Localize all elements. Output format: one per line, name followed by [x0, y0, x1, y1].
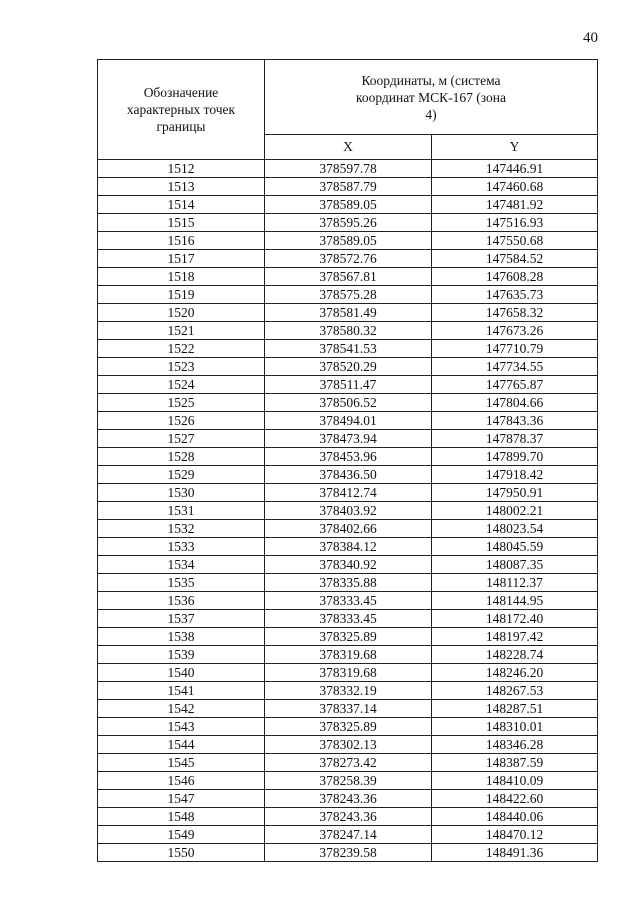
table-row [98, 646, 598, 664]
y-coordinate-cell: 147878.37 [432, 430, 598, 448]
x-coordinate-cell: 378575.28 [265, 286, 432, 304]
point-id-cell: 1545 [98, 754, 265, 772]
x-coordinate-cell: 378258.39 [265, 772, 432, 790]
table-row [98, 700, 598, 718]
x-coordinate-cell: 378587.79 [265, 178, 432, 196]
x-coordinate-cell: 378333.45 [265, 592, 432, 610]
point-id-cell: 1533 [98, 538, 265, 556]
table-row [98, 340, 598, 358]
point-id-cell: 1536 [98, 592, 265, 610]
x-coordinate-cell: 378589.05 [265, 232, 432, 250]
table-row [98, 322, 598, 340]
x-coordinate-cell: 378453.96 [265, 448, 432, 466]
y-coordinate-cell: 147673.26 [432, 322, 598, 340]
point-id-cell: 1525 [98, 394, 265, 412]
y-coordinate-cell: 148197.42 [432, 628, 598, 646]
y-coordinate-cell: 148422.60 [432, 790, 598, 808]
table-row [98, 214, 598, 232]
table-row [98, 790, 598, 808]
table-row [98, 772, 598, 790]
table-body [98, 160, 598, 862]
y-coordinate-cell: 148023.54 [432, 520, 598, 538]
x-coordinate-cell: 378333.45 [265, 610, 432, 628]
y-coordinate-cell: 147918.42 [432, 466, 598, 484]
x-coordinate-cell: 378506.52 [265, 394, 432, 412]
x-coordinate-cell: 378273.42 [265, 754, 432, 772]
y-coordinate-cell: 147635.73 [432, 286, 598, 304]
point-id-cell: 1529 [98, 466, 265, 484]
table-row [98, 178, 598, 196]
point-id-cell: 1514 [98, 196, 265, 214]
table-row [98, 556, 598, 574]
y-coordinate-cell: 147710.79 [432, 340, 598, 358]
y-coordinate-cell: 147460.68 [432, 178, 598, 196]
table-row [98, 610, 598, 628]
y-coordinate-cell: 148491.36 [432, 844, 598, 862]
table-row [98, 394, 598, 412]
table-row [98, 826, 598, 844]
point-id-cell: 1527 [98, 430, 265, 448]
x-coordinate-cell: 378332.19 [265, 682, 432, 700]
x-coordinate-cell: 378572.76 [265, 250, 432, 268]
y-coordinate-cell: 147804.66 [432, 394, 598, 412]
y-coordinate-cell: 147550.68 [432, 232, 598, 250]
point-id-cell: 1538 [98, 628, 265, 646]
y-coordinate-cell: 147765.87 [432, 376, 598, 394]
point-id-cell: 1522 [98, 340, 265, 358]
y-coordinate-cell: 147734.55 [432, 358, 598, 376]
x-coordinate-cell: 378436.50 [265, 466, 432, 484]
table-row [98, 358, 598, 376]
x-coordinate-cell: 378567.81 [265, 268, 432, 286]
y-coordinate-cell: 148346.28 [432, 736, 598, 754]
x-coordinate-cell: 378589.05 [265, 196, 432, 214]
table-row [98, 808, 598, 826]
table-row [98, 160, 598, 178]
point-id-cell: 1550 [98, 844, 265, 862]
y-coordinate-cell: 147658.32 [432, 304, 598, 322]
table-row [98, 574, 598, 592]
x-coordinate-cell: 378325.89 [265, 718, 432, 736]
y-coordinate-cell: 147584.52 [432, 250, 598, 268]
x-coordinate-cell: 378597.78 [265, 160, 432, 178]
point-id-cell: 1540 [98, 664, 265, 682]
point-id-cell: 1549 [98, 826, 265, 844]
point-id-cell: 1543 [98, 718, 265, 736]
y-coordinate-cell: 148310.01 [432, 718, 598, 736]
x-coordinate-cell: 378340.92 [265, 556, 432, 574]
table-row [98, 844, 598, 862]
table-row [98, 754, 598, 772]
x-coordinate-cell: 378403.92 [265, 502, 432, 520]
y-coordinate-cell: 148087.35 [432, 556, 598, 574]
point-label-text: Обозначение характерных точек границы [126, 85, 236, 134]
x-coordinate-cell: 378319.68 [265, 646, 432, 664]
y-coordinate-cell: 148228.74 [432, 646, 598, 664]
table-row [98, 448, 598, 466]
point-id-cell: 1547 [98, 790, 265, 808]
y-coordinate-cell: 148172.40 [432, 610, 598, 628]
y-coordinate-cell: 148144.95 [432, 592, 598, 610]
y-coordinate-cell: 148287.51 [432, 700, 598, 718]
y-coordinate-cell: 147608.28 [432, 268, 598, 286]
point-id-cell: 1537 [98, 610, 265, 628]
point-id-cell: 1546 [98, 772, 265, 790]
point-id-cell: 1521 [98, 322, 265, 340]
y-coordinate-cell: 148045.59 [432, 538, 598, 556]
y-coordinate-cell: 147843.36 [432, 412, 598, 430]
x-coordinate-cell: 378473.94 [265, 430, 432, 448]
table-row [98, 538, 598, 556]
x-coordinate-cell: 378511.47 [265, 376, 432, 394]
x-coordinate-cell: 378402.66 [265, 520, 432, 538]
point-label-header [98, 60, 265, 160]
table-row [98, 484, 598, 502]
point-id-cell: 1517 [98, 250, 265, 268]
point-id-cell: 1539 [98, 646, 265, 664]
point-id-cell: 1530 [98, 484, 265, 502]
point-id-cell: 1526 [98, 412, 265, 430]
table-row [98, 664, 598, 682]
x-coordinate-cell: 378243.36 [265, 790, 432, 808]
table-row [98, 520, 598, 538]
point-id-cell: 1544 [98, 736, 265, 754]
x-coordinate-cell: 378541.53 [265, 340, 432, 358]
point-id-cell: 1523 [98, 358, 265, 376]
x-coordinate-cell: 378412.74 [265, 484, 432, 502]
y-coordinate-cell: 148002.21 [432, 502, 598, 520]
table-row [98, 682, 598, 700]
point-id-cell: 1535 [98, 574, 265, 592]
table-row [98, 268, 598, 286]
point-id-cell: 1515 [98, 214, 265, 232]
point-id-cell: 1513 [98, 178, 265, 196]
table-row [98, 466, 598, 484]
x-coordinate-cell: 378302.13 [265, 736, 432, 754]
table-row [98, 250, 598, 268]
table-row [98, 502, 598, 520]
point-id-cell: 1531 [98, 502, 265, 520]
x-coordinate-cell: 378247.14 [265, 826, 432, 844]
y-coordinate-cell: 148267.53 [432, 682, 598, 700]
x-coordinate-cell: 378337.14 [265, 700, 432, 718]
point-id-cell: 1516 [98, 232, 265, 250]
y-coordinate-cell: 147899.70 [432, 448, 598, 466]
point-id-cell: 1534 [98, 556, 265, 574]
y-coordinate-cell: 148410.09 [432, 772, 598, 790]
coords-label-header [265, 60, 598, 135]
y-coordinate-cell: 147516.93 [432, 214, 598, 232]
table-row [98, 430, 598, 448]
y-coordinate-cell: 148387.59 [432, 754, 598, 772]
point-id-cell: 1524 [98, 376, 265, 394]
x-coordinate-cell: 378494.01 [265, 412, 432, 430]
y-column-header: Y [432, 135, 598, 160]
table-row [98, 376, 598, 394]
x-coordinate-cell: 378520.29 [265, 358, 432, 376]
point-id-cell: 1541 [98, 682, 265, 700]
y-coordinate-cell: 148246.20 [432, 664, 598, 682]
y-coordinate-cell: 148112.37 [432, 574, 598, 592]
table-row [98, 232, 598, 250]
x-coordinate-cell: 378595.26 [265, 214, 432, 232]
page-number: 40 [583, 30, 598, 46]
x-coordinate-cell: 378384.12 [265, 538, 432, 556]
x-coordinate-cell: 378243.36 [265, 808, 432, 826]
x-coordinate-cell: 378239.58 [265, 844, 432, 862]
point-id-cell: 1528 [98, 448, 265, 466]
table-row [98, 412, 598, 430]
table-row [98, 286, 598, 304]
coords-label-text: Координаты, м (система координат МСК-167 (зона 4) [355, 72, 507, 122]
point-id-cell: 1520 [98, 304, 265, 322]
table-row [98, 196, 598, 214]
point-id-cell: 1519 [98, 286, 265, 304]
table-row [98, 736, 598, 754]
point-id-cell: 1518 [98, 268, 265, 286]
x-coordinate-cell: 378325.89 [265, 628, 432, 646]
table-row [98, 304, 598, 322]
table-row [98, 592, 598, 610]
x-coordinate-cell: 378581.49 [265, 304, 432, 322]
table-row [98, 628, 598, 646]
y-coordinate-cell: 147481.92 [432, 196, 598, 214]
point-id-cell: 1512 [98, 160, 265, 178]
y-coordinate-cell: 148470.12 [432, 826, 598, 844]
table-row [98, 718, 598, 736]
y-coordinate-cell: 147446.91 [432, 160, 598, 178]
coordinates-table [97, 59, 598, 862]
y-coordinate-cell: 148440.06 [432, 808, 598, 826]
x-column-header: X [265, 135, 432, 160]
x-coordinate-cell: 378335.88 [265, 574, 432, 592]
x-coordinate-cell: 378580.32 [265, 322, 432, 340]
point-id-cell: 1548 [98, 808, 265, 826]
x-coordinate-cell: 378319.68 [265, 664, 432, 682]
point-id-cell: 1532 [98, 520, 265, 538]
point-id-cell: 1542 [98, 700, 265, 718]
y-coordinate-cell: 147950.91 [432, 484, 598, 502]
